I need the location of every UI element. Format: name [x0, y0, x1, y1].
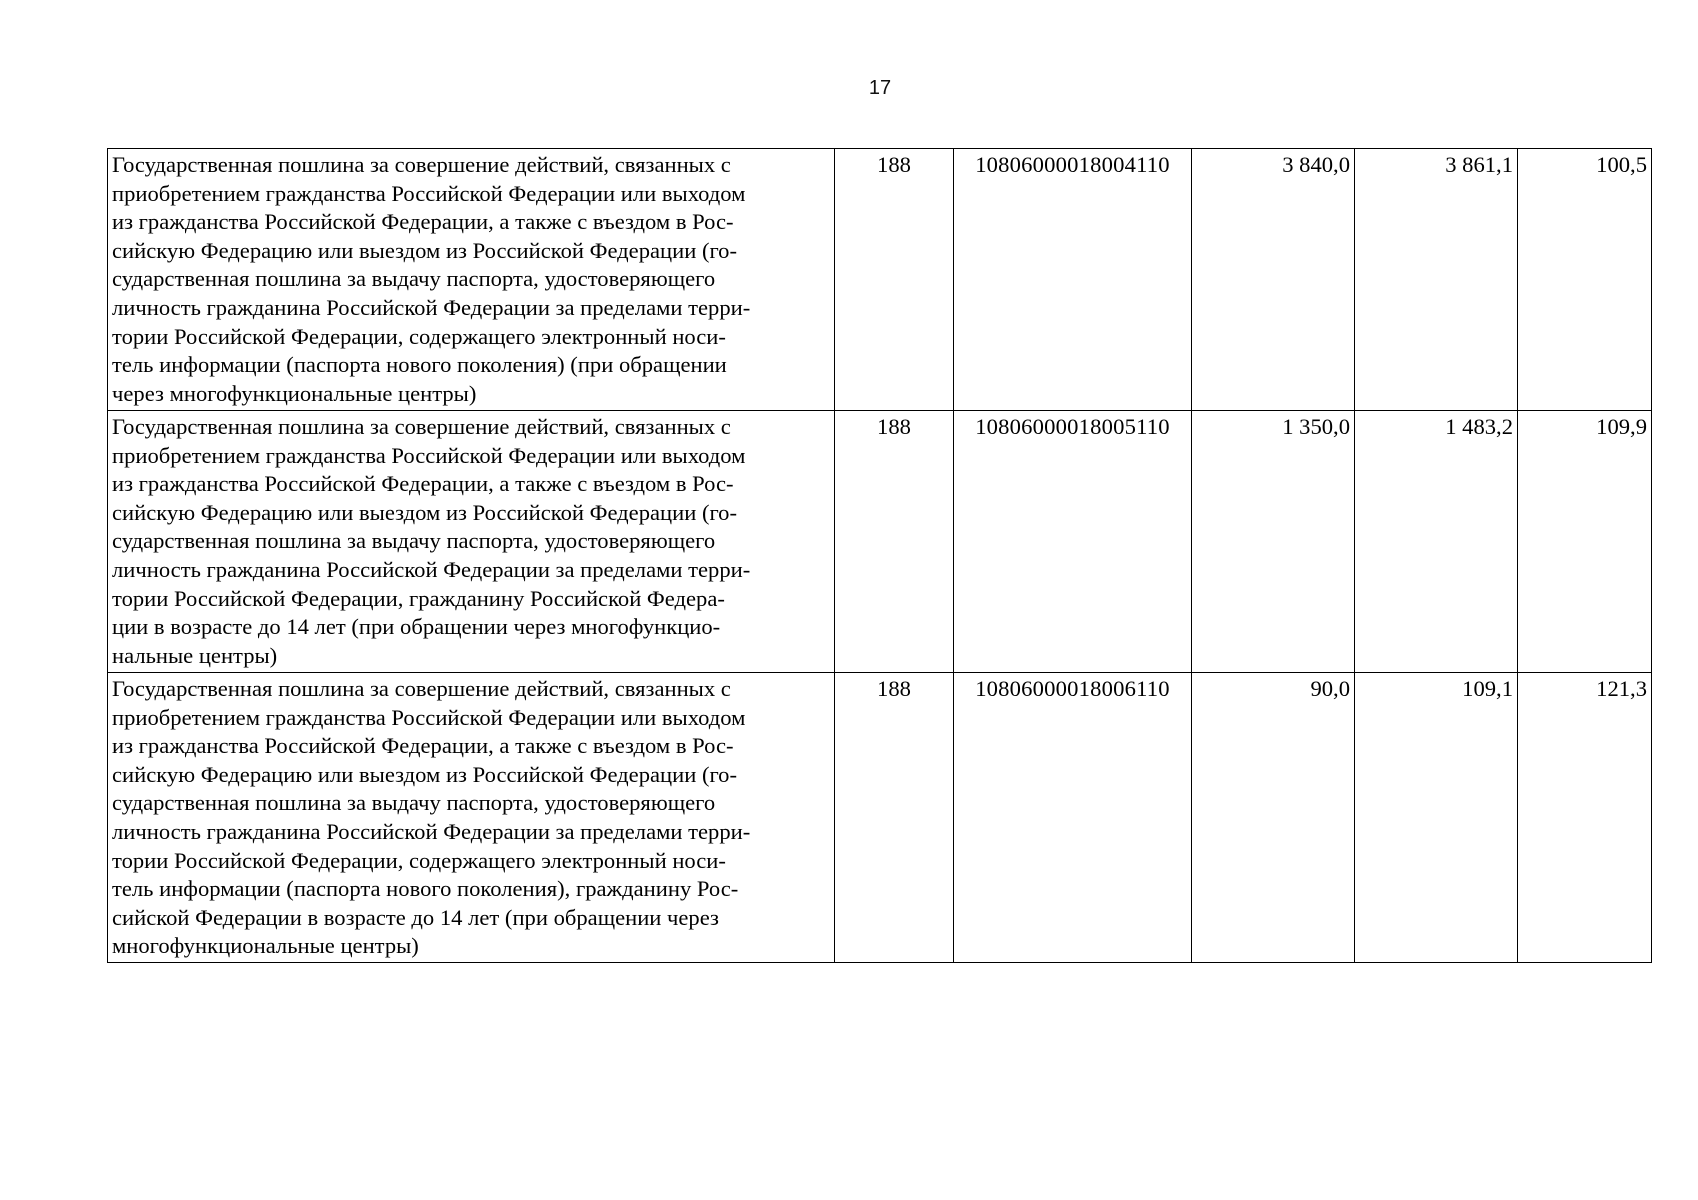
row-plan-value: 1 350,0 — [1192, 411, 1355, 673]
row-chapter-code: 188 — [835, 411, 954, 673]
row-actual-value: 109,1 — [1355, 673, 1518, 963]
row-percent-value: 100,5 — [1518, 149, 1652, 411]
row-percent-value: 121,3 — [1518, 673, 1652, 963]
row-actual-value: 1 483,2 — [1355, 411, 1518, 673]
row-chapter-code: 188 — [835, 149, 954, 411]
row-actual-value: 3 861,1 — [1355, 149, 1518, 411]
row-plan-value: 90,0 — [1192, 673, 1355, 963]
table-row — [108, 411, 1652, 673]
row-plan-value: 3 840,0 — [1192, 149, 1355, 411]
row-percent-value: 109,9 — [1518, 411, 1652, 673]
row-description: Государственная пошлина за совершение действий, связанных с приобретением гражданства Российской Федерации или выходом из гражданства Российской Федерации, а также с въездом в Рос- сийскую Федерацию или выездом из Российской Федерации (го- сударственная пошлина за выдачу паспорта, удостоверяющего личность гражданина Российской Федерации за пределами терри- тории Российской Федерации, содержащего электронный носи- тель информации (паспорта нового поколения) (при обращении через многофункциональные центры) — [108, 149, 835, 411]
table-row — [108, 673, 1652, 963]
row-budget-code: 10806000018004110 — [954, 149, 1192, 411]
page-number: 17 — [868, 77, 892, 99]
revenue-table — [107, 148, 1652, 963]
row-chapter-code: 188 — [835, 673, 954, 963]
row-budget-code: 10806000018005110 — [954, 411, 1192, 673]
row-description: Государственная пошлина за совершение действий, связанных с приобретением гражданства Российской Федерации или выходом из гражданства Российской Федерации, а также с въездом в Рос- сийскую Федерацию или выездом из Российской Федерации (го- сударственная пошлина за выдачу паспорта, удостоверяющего личность гражданина Российской Федерации за пределами терри- тории Российской Федерации, гражданину Российской Федера- ции в возрасте до 14 лет (при обращении через многофункцио- нальные центры) — [108, 411, 835, 673]
row-budget-code: 10806000018006110 — [954, 673, 1192, 963]
row-description: Государственная пошлина за совершение действий, связанных с приобретением гражданства Российской Федерации или выходом из гражданства Российской Федерации, а также с въездом в Рос- сийскую Федерацию или выездом из Российской Федерации (го- сударственная пошлина за выдачу паспорта, удостоверяющего личность гражданина Российской Федерации за пределами терри- тории Российской Федерации, содержащего электронный носи- тель информации (паспорта нового поколения), гражданину Рос- сийской Федерации в возрасте до 14 лет (при обращении через многофункциональные центры) — [108, 673, 835, 963]
table-row — [108, 149, 1652, 411]
